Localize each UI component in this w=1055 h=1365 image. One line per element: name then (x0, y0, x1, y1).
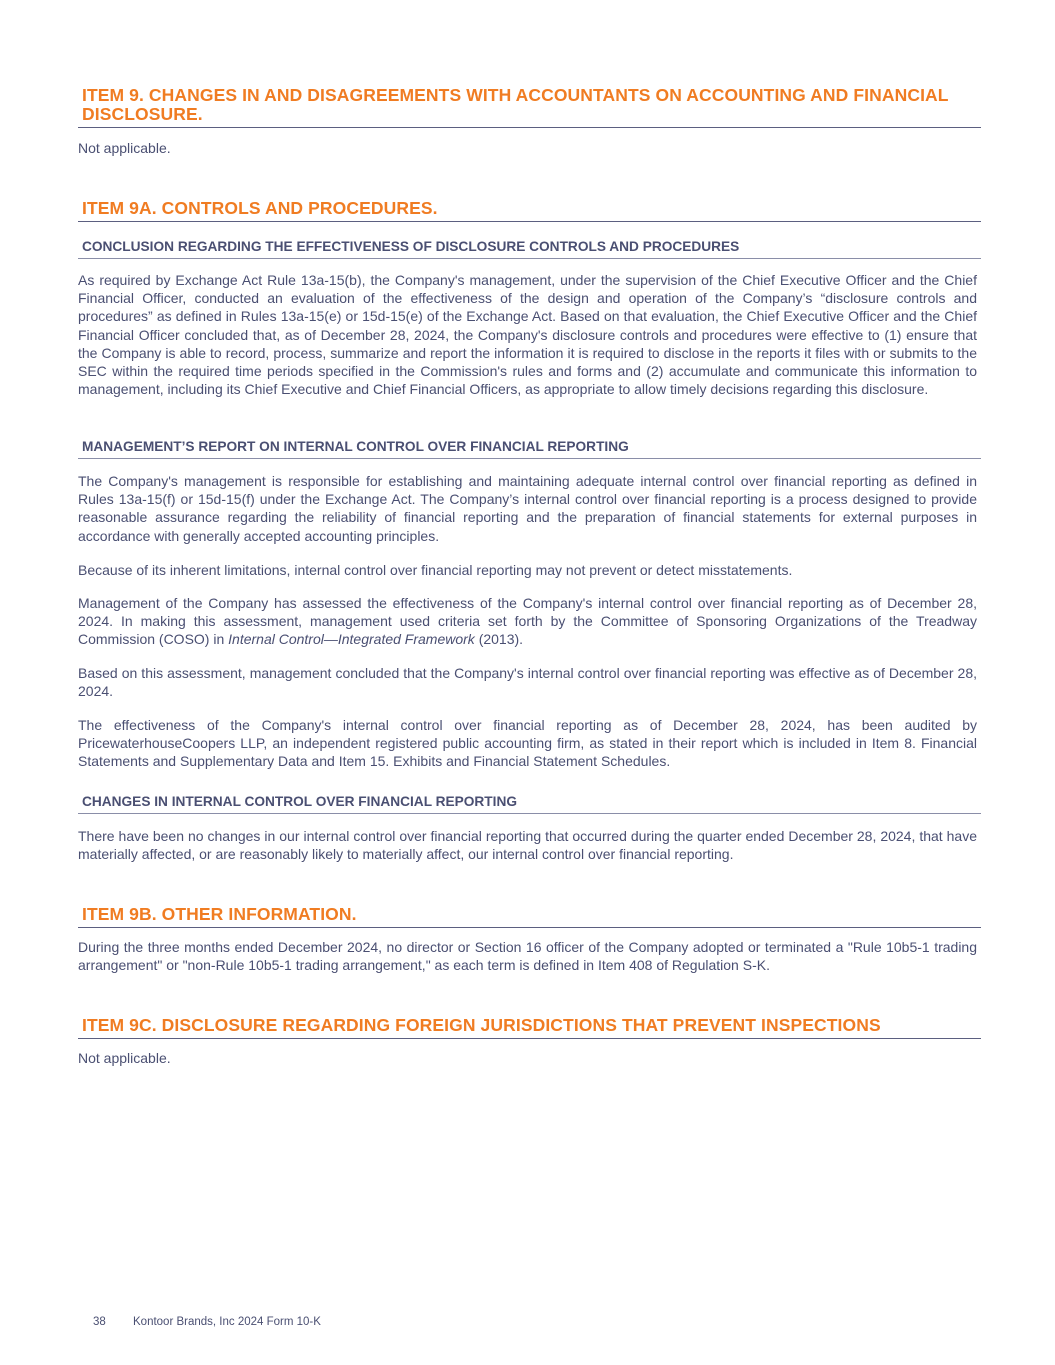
changes-subheading: CHANGES IN INTERNAL CONTROL OVER FINANCIAL REPORTING (78, 794, 981, 814)
management-report-subheading: MANAGEMENT’S REPORT ON INTERNAL CONTROL OVER FINANCIAL REPORTING (78, 439, 981, 459)
management-report-paragraph-1: The Company's management is responsible for establishing and maintaining adequate internal control over financial reporting as defined in Rules 13a-15(f) or 15d-15(f) under the Exchange Act. The Company’s internal control over financial reporting is a process designed to provide reasonable assurance regarding the reliability of financial reporting and the preparation of financial statements for external purposes in accordance with generally accepted accounting principles. (78, 473, 977, 544)
item-9b-heading: ITEM 9B. OTHER INFORMATION. (78, 905, 981, 928)
p3-text-end: (2013). (474, 631, 524, 648)
item-9-body: Not applicable. (78, 140, 171, 156)
p3-framework-title: Internal Control—Integrated Framework (228, 631, 475, 648)
changes-paragraph: There have been no changes in our internal control over financial reporting that occurred during the quarter ended December 28, 2024, that have materially affected, or are reasonably likely to materially affect, our internal control over financial reporting. (78, 828, 977, 863)
management-report-paragraph-4: Based on this assessment, management concluded that the Company's internal control over financial reporting was effective as of December 28, 2024. (78, 665, 977, 700)
item-9c-body: Not applicable. (78, 1050, 171, 1066)
page-footer (93, 1316, 321, 1328)
p3-text-start: Management of the Company has assessed the effectiveness of the Company's internal control over financial reporting as of December 28, 2024. In making this assessment, management used criteria set forth by the Committee of Sponsoring Organizations of the Treadway Commission (COSO) in (78, 595, 977, 648)
page-number: 38 (93, 1316, 106, 1328)
management-report-paragraph-5: The effectiveness of the Company's internal control over financial reporting as of December 28, 2024, has been audited by PricewaterhouseCoopers LLP, an independent registered public accounting firm, as stated in their report which is included in Item 8. Financial Statements and Supplementary Data and Item 15. Exhibits and Financial Statement Schedules. (78, 717, 977, 770)
item-9b-body: During the three months ended December 2024, no director or Section 16 officer of the Company adopted or terminated a "Rule 10b5-1 trading arrangement" or "non-Rule 10b5-1 trading arrangement," as each term is defined in Item 408 of Regulation S-K. (78, 939, 977, 974)
item-9c-heading: ITEM 9C. DISCLOSURE REGARDING FOREIGN JURISDICTIONS THAT PREVENT INSPECTIONS (78, 1016, 981, 1039)
footer-document-title: Kontoor Brands, Inc 2024 Form 10-K (133, 1316, 321, 1328)
conclusion-subheading: CONCLUSION REGARDING THE EFFECTIVENESS OF DISCLOSURE CONTROLS AND PROCEDURES (78, 239, 981, 259)
item-9a-heading: ITEM 9A. CONTROLS AND PROCEDURES. (78, 199, 981, 222)
conclusion-paragraph: As required by Exchange Act Rule 13a-15(b), the Company's management, under the supervision of the Chief Executive Officer and the Chief Financial Officer, conducted an evaluation of the effectiveness of the design and operation of the Company’s “disclosure controls and procedures” as defined in Rules 13a-15(e) or 15d-15(e) of the Exchange Act. Based on that evaluation, the Chief Executive Officer and the Chief Financial Officer concluded that, as of December 28, 2024, the Company's disclosure controls and procedures were effective to (1) ensure that the Company is able to record, process, summarize and report the information it is required to disclose in the reports it files with or submits to the SEC within the required time periods specified in the Commission's rules and forms and (2) accumulate and communicate this information to management, including its Chief Executive and Chief Financial Officers, as appropriate to allow timely decisions regarding this disclosure. (78, 272, 977, 398)
item-9-heading: ITEM 9. CHANGES IN AND DISAGREEMENTS WITH ACCOUNTANTS ON ACCOUNTING AND FINANCIAL DISCLOSURE. (78, 86, 981, 128)
management-report-paragraph-3 (78, 594, 977, 649)
management-report-paragraph-2: Because of its inherent limitations, internal control over financial reporting may not prevent or detect misstatements. (78, 562, 793, 578)
